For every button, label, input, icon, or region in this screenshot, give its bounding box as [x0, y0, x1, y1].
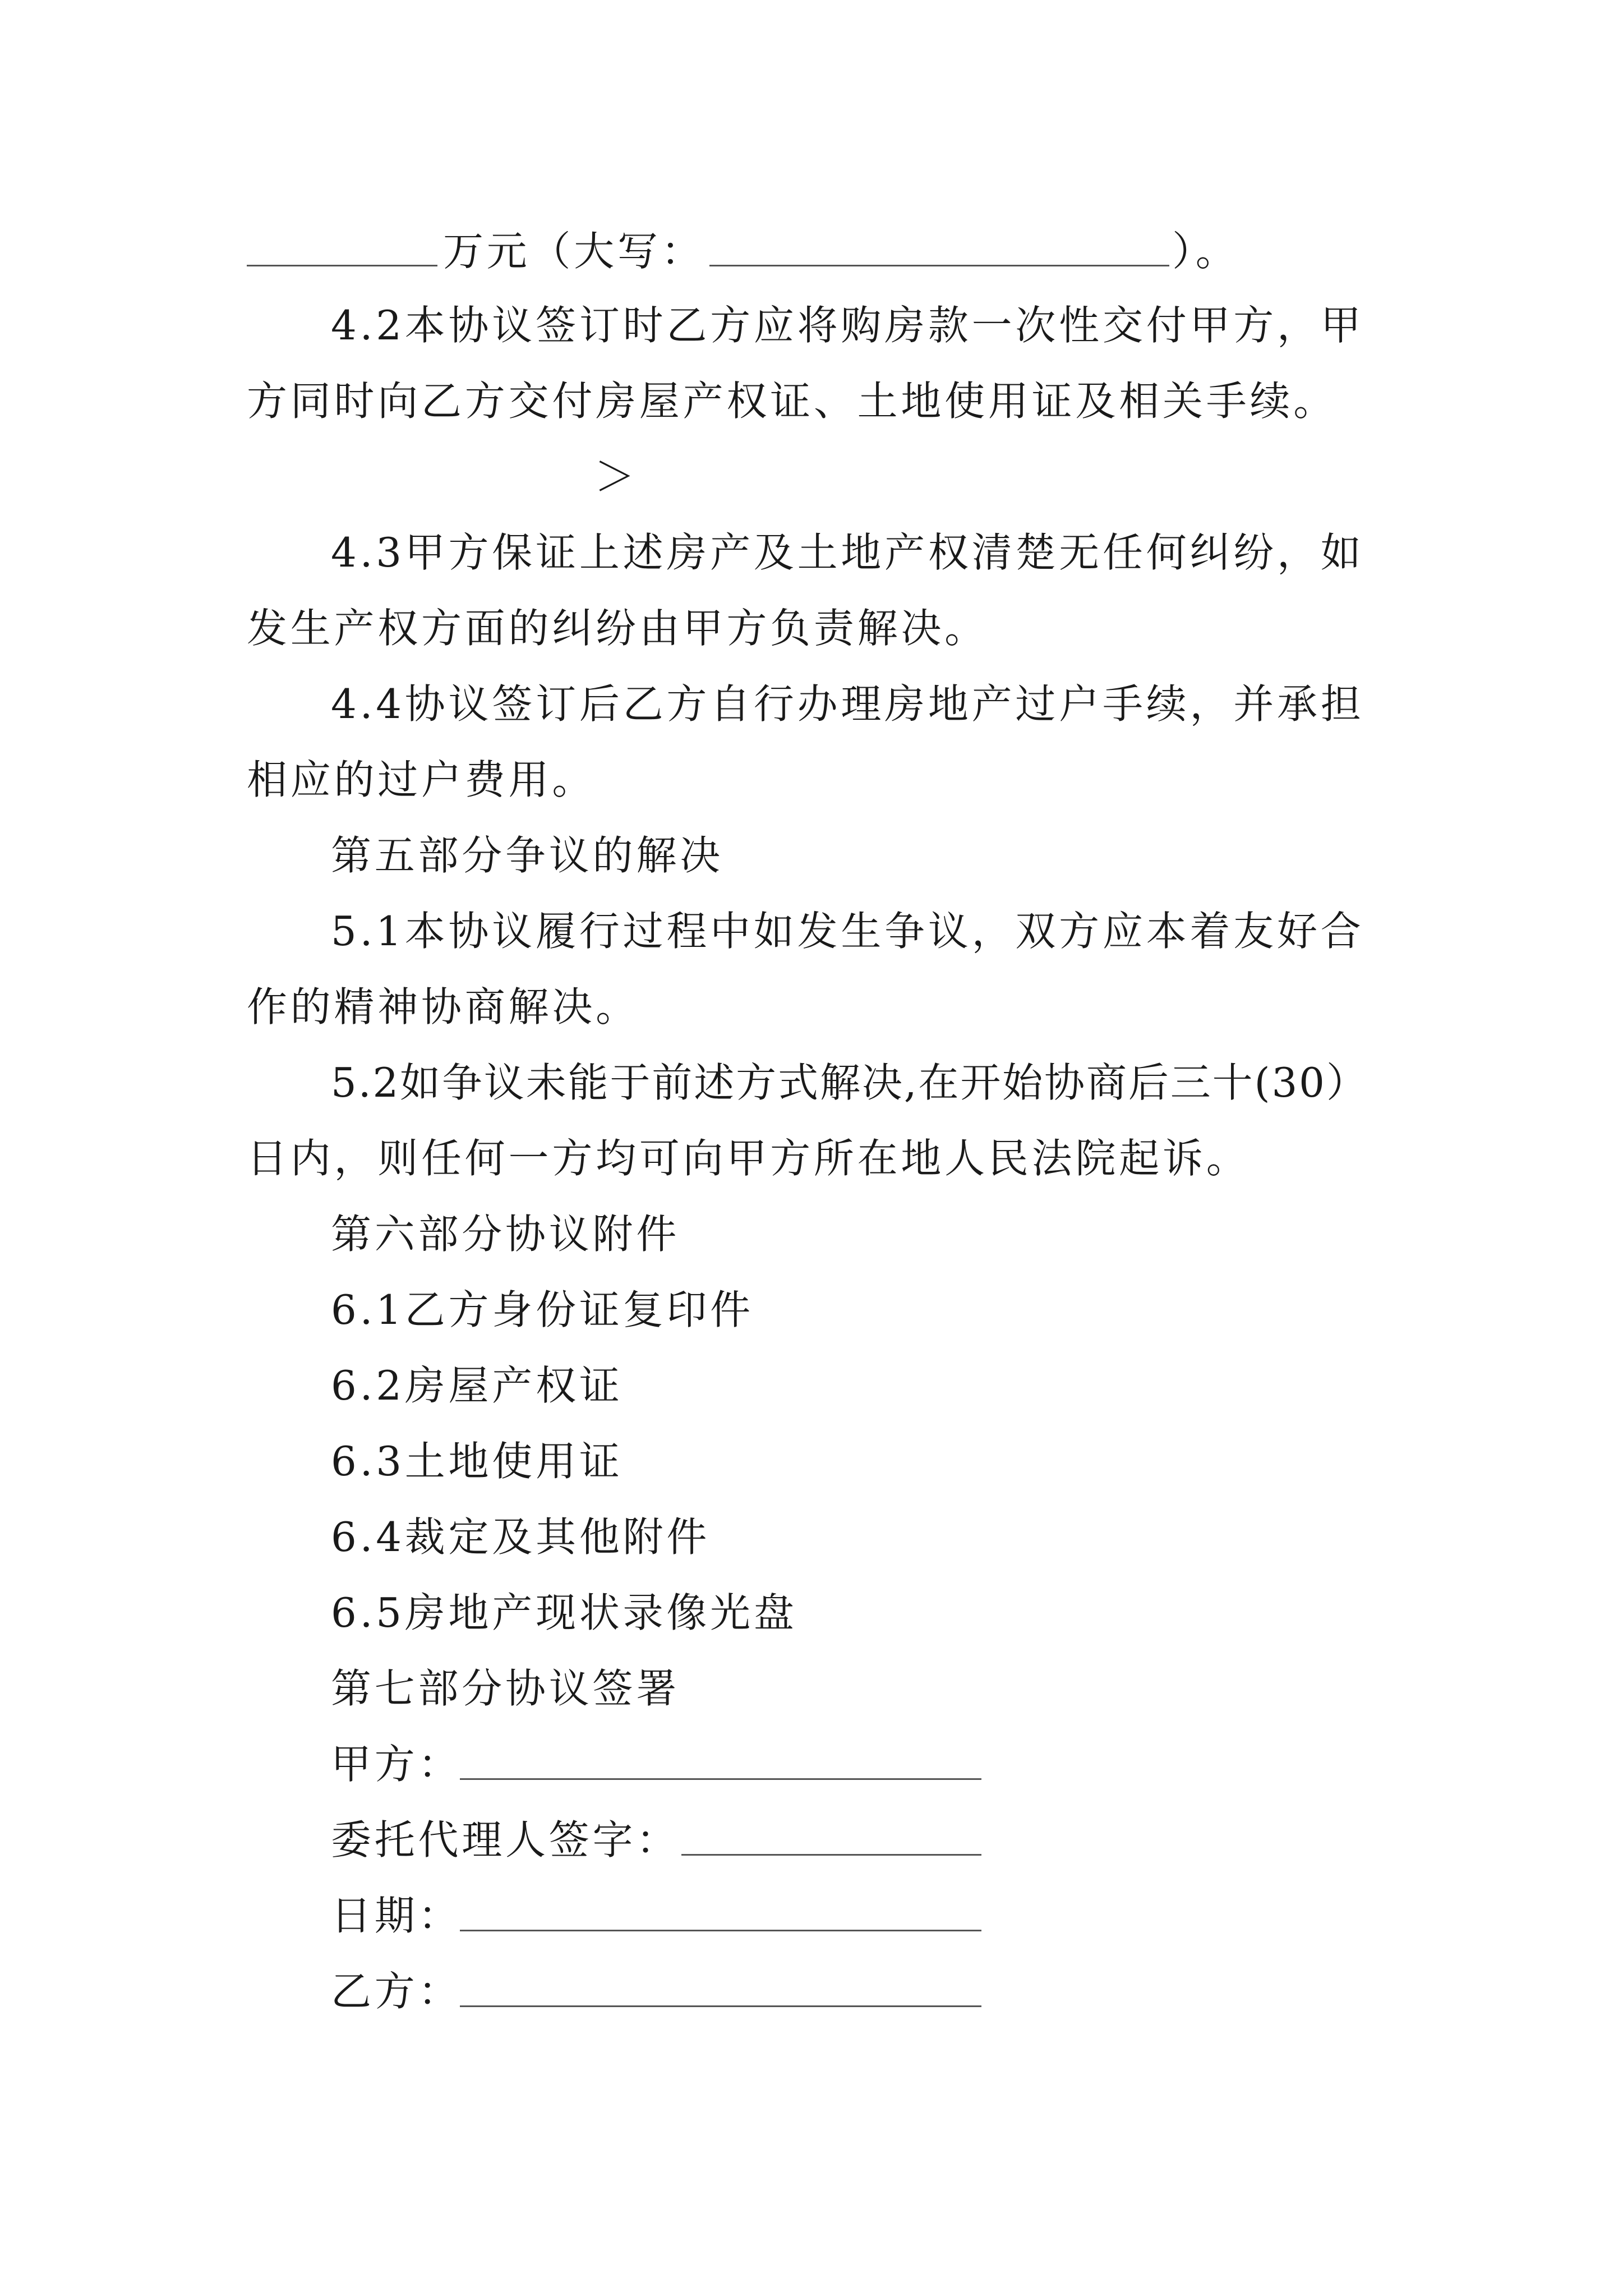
attachment-6-1: 6.1乙方身份证复印件 [331, 1286, 754, 1333]
clause-4-2-line2: 方同时向乙方交付房屋产权证、土地使用证及相关手续。 [247, 378, 1338, 425]
attachment-6-5: 6.5房地产现状录像光盘 [331, 1589, 797, 1636]
amount-close [1172, 223, 1239, 279]
amount-words-blank [709, 265, 1169, 266]
party-a-label: 甲方： [331, 1741, 462, 1788]
section-6-heading: 第六部分协议附件 [331, 1211, 680, 1258]
clause-4-3-line2: 发生产权方面的纠纷由甲方负责解决。 [247, 605, 988, 652]
amount-close-paren: ）。 [1172, 228, 1239, 275]
clause-4-4-line2: 相应的过户费用。 [247, 756, 596, 803]
clause-5-2-line1: 5.2如争议未能于前述方式解决,在开始协商后三十(30） [331, 1059, 1368, 1106]
date-line [460, 1930, 981, 1931]
agent-signature-line [681, 1854, 981, 1856]
amount-unit-label: 万元（大写： [443, 228, 705, 275]
stray-mark: ＞ [594, 453, 638, 500]
section-5-heading: 第五部分争议的解决 [331, 832, 723, 879]
section-7-heading: 第七部分协议签署 [331, 1665, 680, 1712]
party-b-signature-line [460, 2005, 981, 2007]
attachment-6-4: 6.4裁定及其他附件 [331, 1513, 711, 1561]
date-label: 日期： [331, 1892, 462, 1939]
clause-4-2-line1: 4.2本协议签订时乙方应将购房款一次性交付甲方，甲 [331, 302, 1364, 349]
clause-4-3-line1: 4.3甲方保证上述房产及土地产权清楚无任何纠纷，如 [331, 529, 1364, 576]
attachment-6-3: 6.3土地使用证 [331, 1438, 623, 1485]
amount-blank [247, 265, 437, 266]
clause-5-2-line2: 日内，则任何一方均可向甲方所在地人民法院起诉。 [247, 1135, 1250, 1182]
clause-5-1-line1: 5.1本协议履行过程中如发生争议，双方应本着友好合 [331, 908, 1364, 955]
attachment-6-2: 6.2房屋产权证 [331, 1362, 623, 1409]
clause-4-4-line1: 4.4协议签订后乙方自行办理房地产过户手续，并承担 [331, 680, 1364, 728]
party-a-signature-line [460, 1778, 981, 1780]
clause-5-1-line2: 作的精神协商解决。 [247, 983, 639, 1030]
agent-signature-label: 委托代理人签字： [331, 1816, 680, 1864]
party-b-label: 乙方： [331, 1968, 462, 2015]
amount-text [443, 223, 705, 279]
